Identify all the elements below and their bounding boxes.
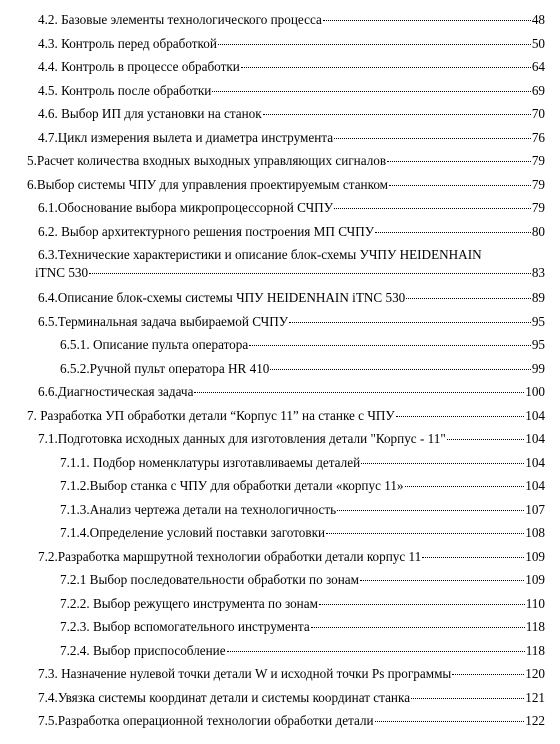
toc-page-number: 122: [525, 713, 545, 728]
toc-entry: [0, 427, 560, 451]
toc-entry: [0, 247, 560, 286]
toc-entry-title: 7.1.4.Определение условий поставки заготовки: [60, 525, 326, 540]
toc-entry: [0, 310, 560, 334]
toc-entry: [0, 521, 560, 545]
toc-entry: [0, 639, 560, 663]
toc-page-number: 110: [525, 595, 545, 611]
toc-page-number: 104: [525, 478, 545, 493]
toc-page-number: 104: [525, 454, 545, 470]
dot-leader: [375, 721, 525, 722]
toc-page-number: 109: [525, 548, 545, 564]
dot-leader: [405, 486, 525, 487]
toc-entry: [0, 545, 560, 569]
toc-entry-title: 7.1.2.Выбор станка с ЧПУ для обработки детали «корпус 11»: [60, 478, 404, 493]
dot-leader: [334, 138, 531, 139]
toc-entry-title: 7.4.Увязка системы координат детали и системы координат станка: [38, 689, 411, 705]
toc-entry-title: 6.5.1. Описание пульта оператора: [60, 337, 249, 352]
toc-page-number: 83: [531, 265, 545, 280]
toc-entry-title: 7.1.1. Подбор номенклатуры изготавливаемы деталей: [60, 454, 361, 470]
toc-entry: [0, 55, 560, 79]
toc-entry: [0, 568, 560, 592]
toc-entry: [0, 149, 560, 173]
toc-entry: [0, 196, 560, 220]
dot-leader: [334, 208, 531, 209]
dot-leader: [387, 161, 531, 162]
toc-page-number: 118: [525, 642, 545, 658]
toc-page-number: 79: [531, 200, 545, 215]
toc-entry: [0, 404, 560, 428]
dot-leader: [227, 651, 525, 652]
toc-entry: [0, 173, 560, 197]
dot-leader: [263, 114, 531, 115]
dot-leader: [311, 627, 525, 628]
toc-entry: [0, 592, 560, 616]
toc-page-number: 64: [531, 59, 545, 74]
toc-entry-title: 7.1.3.Анализ чертежа детали на технологичность: [60, 501, 337, 517]
toc-page-number: 95: [531, 337, 545, 352]
dot-leader: [218, 44, 531, 45]
toc-entry-title: 6.Выбор системы ЧПУ для управления проектируемым станком: [27, 176, 389, 192]
toc-entry-title: 6.5.Терминальная задача выбираемой СЧПУ: [38, 313, 289, 329]
toc-page-number: 48: [531, 12, 545, 27]
dot-leader: [212, 91, 530, 92]
toc-entry: [0, 286, 560, 310]
dot-leader: [389, 185, 531, 186]
dot-leader: [360, 580, 524, 581]
toc-page-number: 108: [525, 525, 545, 540]
toc-entry-title: 7.2.3. Выбор вспомогательного инструмента: [60, 619, 310, 634]
toc-page-number: 118: [525, 619, 545, 634]
toc-entry-title: 6.2. Выбор архитектурного решения построения МП СЧПУ: [38, 223, 375, 239]
toc-page-number: 95: [531, 313, 545, 329]
toc-page-number: 100: [525, 384, 545, 399]
toc-entry: [0, 32, 560, 56]
toc-entry: [0, 102, 560, 126]
toc-page-number: 89: [531, 290, 545, 305]
toc-entry: [0, 474, 560, 498]
toc-entry: [0, 220, 560, 244]
toc-entry: [0, 333, 560, 357]
toc-page-number: 120: [525, 666, 545, 681]
table-of-contents: [0, 8, 560, 733]
toc-entry: [0, 126, 560, 150]
dot-leader: [447, 439, 524, 440]
toc-entry-title: 4.4. Контроль в процессе обработки: [38, 59, 240, 74]
toc-entry-title: 6.5.2.Ручной пульт оператора HR 410: [60, 360, 270, 376]
toc-page-number: 69: [531, 82, 545, 98]
toc-entry: [0, 662, 560, 686]
dot-leader: [241, 67, 531, 68]
toc-entry-title: 7.5.Разработка операционной технологии обработки детали: [38, 713, 374, 728]
toc-entry-title: 7.2.Разработка маршрутной технологии обработки детали корпус 11: [38, 548, 422, 564]
toc-entry-title: 7. Разработка УП обработки детали “Корпус 11” на станке с ЧПУ: [27, 407, 395, 423]
toc-entry-title: 4.6. Выбор ИП для установки на станок: [38, 106, 262, 121]
toc-entry: [0, 451, 560, 475]
toc-page-number: 99: [531, 360, 545, 376]
dot-leader: [323, 20, 531, 21]
dot-leader: [411, 698, 524, 699]
dot-leader: [326, 533, 524, 534]
toc-entry: [0, 686, 560, 710]
toc-entry-title: 4.7.Цикл измерения вылета и диаметра инструмента: [38, 129, 334, 145]
dot-leader: [319, 604, 525, 605]
dot-leader: [270, 369, 530, 370]
toc-entry: [0, 79, 560, 103]
dot-leader: [89, 273, 531, 274]
toc-entry-title: 7.2.2. Выбор режущего инструмента по зонам: [60, 595, 318, 611]
toc-entry-title: 7.1.Подготовка исходных данных для изготовления детали "Корпус - 11": [38, 431, 446, 446]
toc-page-number: 107: [525, 501, 545, 517]
dot-leader: [194, 392, 524, 393]
toc-entry: [0, 615, 560, 639]
toc-entry: [0, 709, 560, 733]
toc-entry-title: 4.2. Базовые элементы технологического процесса: [38, 12, 322, 27]
toc-entry-title-continuation: iTNC 530: [35, 265, 89, 280]
toc-entry: [0, 8, 560, 32]
toc-entry-title: 5.Расчет количества входных выходных управляющих сигналов: [27, 153, 387, 168]
toc-entry-title: 7.2.4. Выбор приспособление: [60, 642, 226, 658]
dot-leader: [337, 510, 524, 511]
toc-entry-title: 6.4.Описание блок-схемы системы ЧПУ HEIDENHAIN iTNC 530: [38, 290, 406, 305]
dot-leader: [361, 463, 524, 464]
toc-entry-title: 7.3. Назначение нулевой точки детали W и исходной точки Ps программы: [38, 666, 452, 681]
toc-page-number: 76: [531, 129, 545, 145]
toc-page-number: 121: [525, 689, 545, 705]
toc-entry: [0, 357, 560, 381]
toc-page-number: 104: [525, 407, 545, 423]
dot-leader: [396, 416, 524, 417]
toc-page-number: 80: [531, 223, 545, 239]
toc-entry: [0, 498, 560, 522]
toc-page-number: 104: [525, 431, 545, 446]
toc-entry-title: 7.2.1 Выбор последовательности обработки по зонам: [60, 572, 359, 587]
toc-page-number: 70: [531, 106, 545, 121]
toc-page-number: 79: [531, 176, 545, 192]
toc-entry-title: 6.6.Диагностическая задача: [38, 384, 194, 399]
dot-leader: [406, 298, 531, 299]
toc-entry-title: 4.3. Контроль перед обработкой: [38, 35, 217, 51]
dot-leader: [289, 322, 531, 323]
toc-page-number: 109: [525, 572, 545, 587]
dot-leader: [375, 232, 531, 233]
toc-entry: [0, 380, 560, 404]
toc-entry-title: 4.5. Контроль после обработки: [38, 82, 212, 98]
toc-entry-title: 6.3.Технические характеристики и описание блок-схемы УЧПУ HEIDENHAIN: [38, 247, 482, 262]
toc-page-number: 50: [531, 35, 545, 51]
toc-entry-title: 6.1.Обоснование выбора микропроцессорной СЧПУ: [38, 200, 334, 215]
dot-leader: [452, 674, 524, 675]
dot-leader: [422, 557, 524, 558]
toc-page-number: 79: [531, 153, 545, 168]
dot-leader: [249, 345, 531, 346]
